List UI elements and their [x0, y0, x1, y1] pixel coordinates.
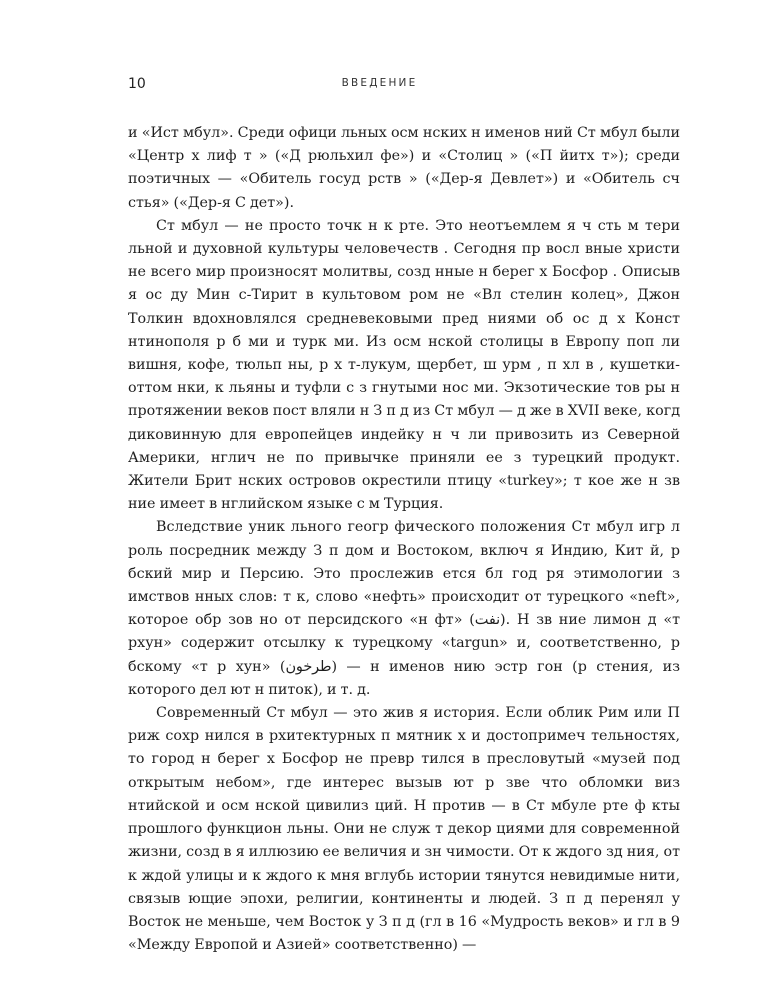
paragraph: Ст мбул — не просто точк н к рте. Это неотъемлем я ч сть м тери льной и духовной культуры человечеств . Сегодня пр восл вные христи не всего мир произносят молитвы, созд нные н берег х Босфор . Описыв я ос ду Мин с-Тирит в культовом ром не «Вл стелин колец», Джон Толкин вдохновлялся средневековыми пред ниями об ос д х Конст нтинополя р б ми и турк ми. Из осм нской столицы в Европу поп ли вишня, кофе, тюльп ны, р х т-лукум, щербет, ш урм , п хл в , кушетки-оттом нки, к льяны и туфли с з гнутыми нос ми. Экзотические тов ры н протяжении веков пост вляли н З п д из Ст мбул — д же в XVII веке, когд диковинную для европейцев индейку н ч ли привозить из Северной Америки, нглич не по привычке приняли ее з турецкий продукт. Жители Брит нских островов окрестили птицу «turkey»; т кое же н зв ние имеет в нглийском языке с м Турция. [128, 217, 680, 513]
page-number: 10 [128, 76, 146, 92]
paragraph: Вследствие уник льного геогр фического положения Ст мбул игр л роль посредник между З п дом и Востоком, включ я Индию, Кит й, р бский мир и Персию. Это прослежив ется бл год ря этимологии з имствов нных слов: т к, слово «нефть» происходит от турецкого «neft», которое обр зов но от персидского «н фт» (نفت). Н зв ние лимон д «т рхун» содержит отсылку к турецкому «targun» и, соответственно, р бскому «т р хун» (طرخون) — н именов нию эстр гон (р стения, из которого дел ют н питок), и т. д. [128, 519, 680, 698]
body-text [128, 122, 680, 957]
running-head: ВВЕДЕНИЕ [341, 77, 418, 89]
page-header [128, 76, 631, 96]
paragraph: Современный Ст мбул — это жив я история. Если облик Рим или П риж сохр нился в рхитектурных п мятник х и достопримеч тельностях, то город н берег х Босфор не превр тился в пресловутый «музей под открытым небом», где интерес вызыв ют р зве что обломки виз нтийской и осм нской цивилиз ций. Н против — в Ст мбуле рте ф кты прошлого функцион льны. Они не служ т декор циями для современной жизни, созд в я иллюзию ее величия и зн чимости. От к ждого зд ния, от к ждой улицы и к ждого к мня вглубь истории тянутся невидимые нити, связыв ющие эпохи, религии, континенты и людей. З п д перенял у Восток не меньше, чем Восток у З п д (гл в 16 «Мудрость веков» и гл в 9 «Между Европой и Азией» соответственно) — [128, 705, 680, 954]
paragraph: и «Ист мбул». Среди офици льных осм нских н именов ний Ст мбул были «Центр х лиф т » («Д рюльхил фе») и «Столиц » («П йитх т»); среди поэтичных — «Обитель госуд рств » («Дер-я Девлет») и «Обитель сч стья» («Дер-я С дет»). [128, 125, 680, 211]
